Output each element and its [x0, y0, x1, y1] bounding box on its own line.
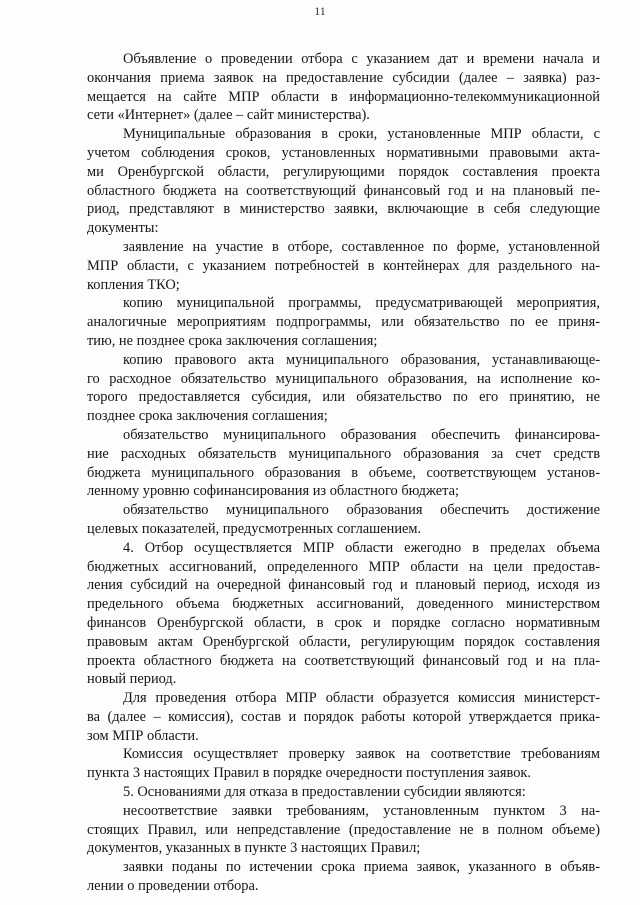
text-line: пункта 3 настоящих Правил в порядке очередности поступления заявок.: [87, 765, 532, 782]
text-line: лении о проведении отбора.: [87, 878, 259, 895]
text-line: целевых показателей, предусмотренных соглашением.: [87, 520, 422, 537]
text-line: ние расходных обязательств муниципального образования за счет средств: [87, 445, 600, 462]
paragraph: [87, 858, 600, 896]
text-line: копию правового акта муниципального образования, устанавливающе-: [123, 351, 600, 368]
document-body: [87, 50, 600, 896]
text-line: аналогичные мероприятиям подпрограммы, или обязательство по ее приня-: [87, 314, 600, 331]
text-line: ва (далее – комиссия), состав и порядок работы которой утверждается прика-: [87, 708, 600, 725]
text-line: ми Оренбургской области, регулирующими порядок составления проекта: [87, 163, 600, 180]
paragraph: [87, 351, 600, 426]
text-line: бюджета муниципального образования в объеме, соответствующем установ-: [87, 464, 600, 481]
paragraph: [87, 125, 600, 238]
text-line: тию, не позднее срока заключения соглашения;: [87, 332, 378, 349]
text-line: обязательство муниципального образования обеспечить достижение: [123, 502, 600, 519]
text-line: зом МПР области.: [87, 727, 199, 744]
text-line: заявление на участие в отборе, составленное по форме, установленной: [123, 238, 600, 255]
text-line: Объявление о проведении отбора с указанием дат и времени начала и: [123, 51, 600, 67]
text-line: копию муниципальной программы, предусматривающей мероприятия,: [123, 295, 600, 312]
text-line: правовым актам Оренбургской области, регулирующим порядок составления: [87, 633, 600, 650]
paragraph: [87, 745, 600, 783]
text-line: предельного объема бюджетных ассигнований, доведенного министерством: [87, 596, 600, 613]
text-line: окончания приема заявок на предоставление субсидии (далее – заявка) раз-: [87, 69, 600, 86]
text-line: бюджетных ассигнований, определенного МПР области на цели предостав-: [87, 558, 600, 575]
text-line: копления ТКО;: [87, 276, 180, 293]
text-line: 5. Основаниями для отказа в предоставлении субсидии являются:: [123, 784, 526, 801]
text-line: областного бюджета на соответствующий финансовый год и на плановый пе-: [87, 182, 600, 199]
text-line: го расходное обязательство муниципального образования, на исполнение ко-: [87, 370, 600, 387]
paragraph: [87, 426, 600, 501]
text-line: документы:: [87, 220, 159, 237]
text-line: 4. Отбор осуществляется МПР области ежегодно в пределах объема: [123, 539, 600, 556]
text-line: новый период.: [87, 671, 177, 688]
text-line: ления субсидий на очередной финансовый год и плановый период, исходя из: [87, 577, 600, 594]
text-line: стоящих Правил, или непредставление (предоставление не в полном объеме): [87, 821, 600, 838]
paragraph: [87, 802, 600, 858]
text-line: Муниципальные образования в сроки, установленные МПР области, с: [123, 126, 600, 143]
paragraph: [87, 539, 600, 689]
page-number: 11: [314, 4, 326, 18]
text-line: мещается на сайте МПР области в информационно-телекоммуникационной: [87, 88, 600, 105]
paragraph: [87, 50, 600, 125]
text-line: риод, представляют в министерство заявки, включающие в себя следующие: [87, 201, 600, 218]
text-line: позднее срока заключения соглашения;: [87, 408, 328, 425]
text-line: обязательство муниципального образования обеспечить финансирова-: [123, 426, 600, 443]
paragraph: [87, 689, 600, 745]
text-line: торого предоставляется субсидия, или обязательство по его принятию, не: [87, 389, 600, 406]
text-line: ленному уровню софинансирования из областного бюджета;: [87, 483, 459, 500]
paragraph: [87, 294, 600, 350]
text-line: учетом соблюдения сроков, установленных нормативными правовыми акта-: [87, 144, 600, 161]
paragraph: [87, 783, 600, 802]
text-line: несоответствие заявки требованиям, установленным пунктом 3 на-: [123, 802, 600, 819]
text-line: проекта областного бюджета на соответствующий финансовый год и на пла-: [87, 652, 600, 669]
text-line: документов, указанных в пункте 3 настоящих Правил;: [87, 840, 421, 857]
paragraph: [87, 501, 600, 539]
text-line: Комиссия осуществляет проверку заявок на соответствие требованиям: [123, 746, 600, 763]
text-line: Для проведения отбора МПР области образуется комиссия министерст-: [123, 690, 600, 707]
text-line: заявки поданы по истечении срока приема заявок, указанного в объяв-: [123, 859, 600, 876]
text-line: МПР области, с указанием потребностей в контейнерах для раздельного на-: [87, 257, 600, 274]
text-line: сети «Интернет» (далее – сайт министерства).: [87, 107, 370, 124]
text-line: финансов Оренбургской области, в срок и порядке согласно нормативным: [87, 614, 600, 631]
paragraph: [87, 238, 600, 294]
